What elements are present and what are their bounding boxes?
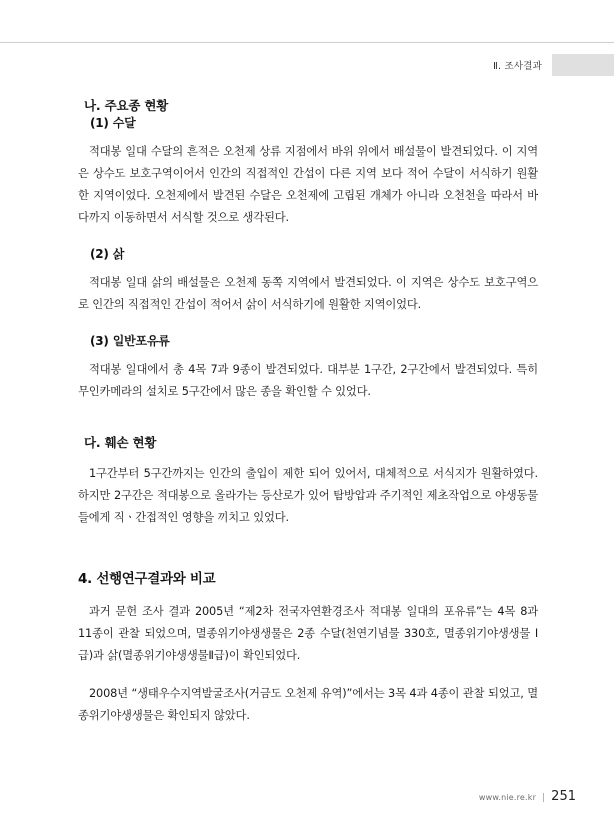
paragraph-subsection-3: 적대봉 일대에서 총 4목 7과 9종이 발견되었다. 대부분 1구간, 2구간에서 발견되었다. 특히 무인카메라의 설치로 5구간에서 많은 종을 확인할 수 있었다.: [78, 363, 538, 399]
page-content: [78, 96, 538, 727]
footer-page-number: 251: [551, 789, 576, 804]
paragraph-da: 1구간부터 5구간까지는 인간의 출입이 제한 되어 있어서, 대체적으로 서식지가 원활하였다. 하지만 2구간은 적대봉으로 올라가는 등산로가 있어 탐방압과 주기적인 제초작업으로 야생동물들에게 직ㆍ간접적인 영향을 끼치고 있었다.: [78, 467, 538, 525]
page-footer: [479, 789, 576, 804]
paragraph-subsection-2: 적대봉 일대 삵의 배설물은 오천제 동쪽 지역에서 발견되었다. 이 지역은 상수도 보호구역으로 인간의 직접적인 간섭이 적어서 삵이 서식하기에 원활한 지역이었다.: [78, 276, 538, 312]
paragraph-subsection-1: 적대봉 일대 수달의 흔적은 오천제 상류 지점에서 바위 위에서 배설물이 발견되었다. 이 지역은 상수도 보호구역이어서 인간의 직접적인 간섭이 다른 지역 보다 적어 수달이 서식하기 원활한 지역이었다. 오천제에서 발견된 수달은 오천제에 고립된 개체가 아니라 오천천을 따라서 바다까지 이동하면서 서식할 것으로 생각된다.: [78, 145, 538, 225]
heading-da: 다. 훼손 현황: [84, 435, 157, 451]
footer-separator: |: [542, 793, 546, 803]
paragraph-section-4-1: 과거 문헌 조사 결과 2005년 “제2차 전국자연환경조사 적대봉 일대의 포유류”는 4목 8과 11종이 관찰 되었으며, 멸종위기야생생물은 2종 수달(천연기념물 330호, 멸종위기야생생물 Ⅰ급)과 삵(멸종위기야생생물Ⅱ급)이 확인되었다.: [78, 605, 538, 663]
paragraph-section-4-2: 2008년 “생태우수지역발굴조사(거금도 오천제 유역)”에서는 3목 4과 4종이 관찰 되었고, 멸종위기야생생물은 확인되지 않았다.: [78, 687, 538, 723]
header-corner-tab: [552, 54, 614, 76]
heading-section-4: 4. 선행연구결과와 비교: [78, 571, 216, 588]
heading-subsection-2: (2) 삵: [90, 247, 125, 262]
running-header: Ⅱ. 조사결과: [493, 61, 542, 72]
header-divider: [0, 42, 614, 43]
footer-url: www.nie.re.kr: [478, 793, 537, 802]
heading-subsection-1: (1) 수달: [90, 116, 136, 130]
heading-subsection-3: (3) 일반포유류: [90, 334, 170, 349]
heading-na: 나. 주요종 현황: [84, 98, 169, 113]
